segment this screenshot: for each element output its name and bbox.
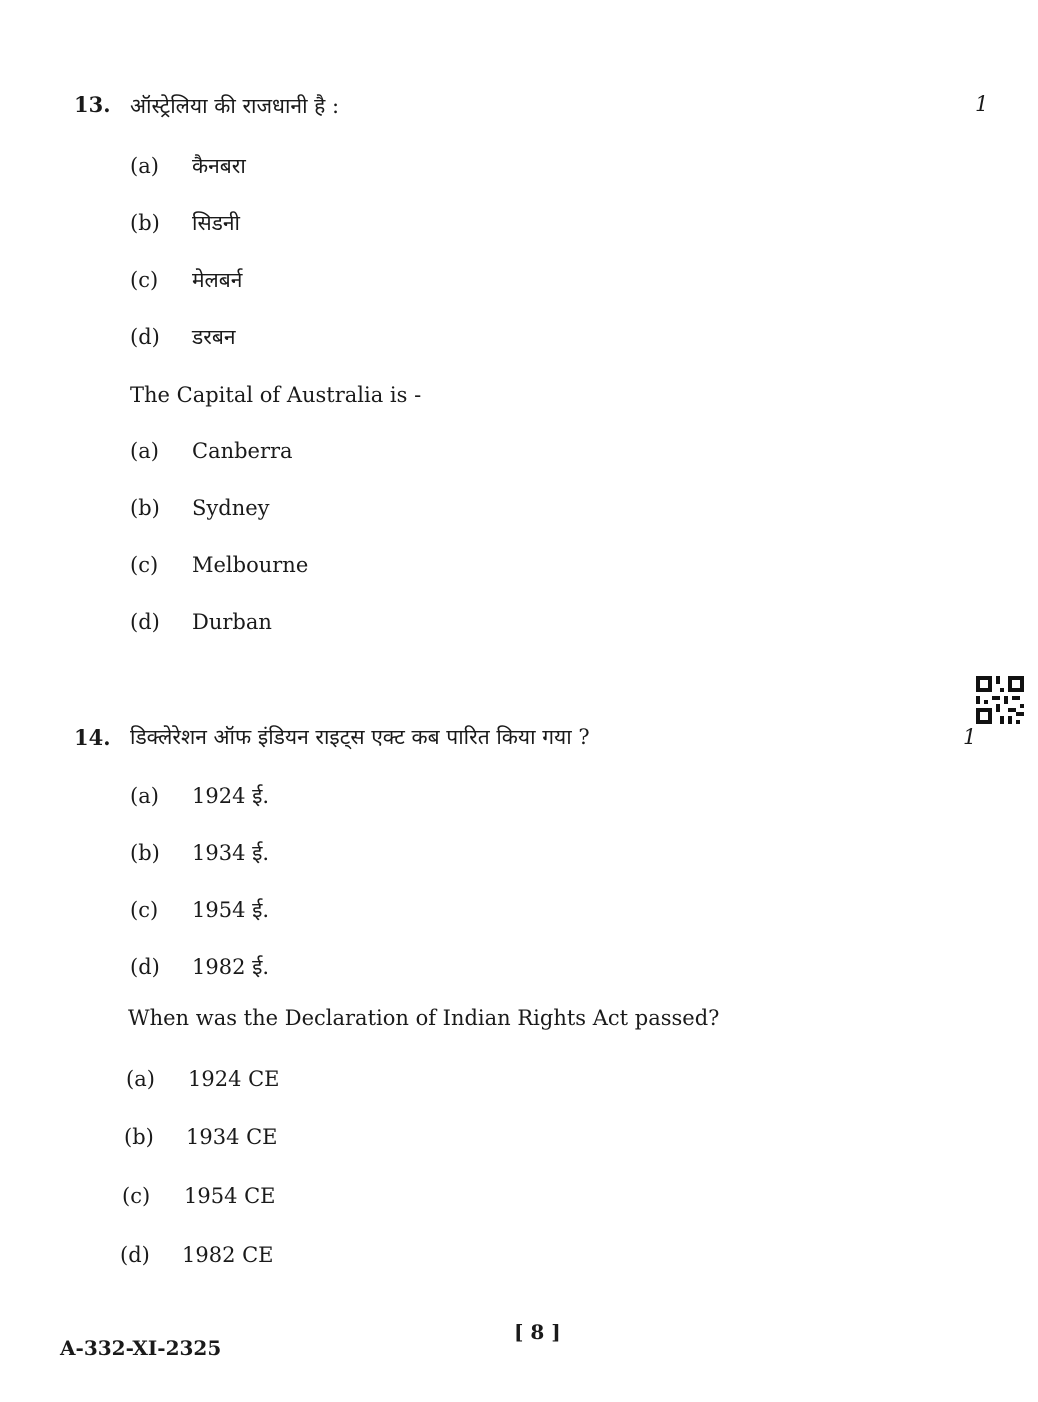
qr-code-icon bbox=[976, 676, 1024, 724]
option-hindi-c bbox=[130, 266, 242, 294]
question-text-hindi: ऑस्ट्रेलिया की राजधानी है : bbox=[130, 94, 340, 118]
question-marks: 1 bbox=[975, 92, 989, 116]
option-label: (d) bbox=[120, 1243, 150, 1267]
option-english-b bbox=[124, 1125, 278, 1149]
option-english-c bbox=[130, 553, 308, 577]
option-hindi-a bbox=[130, 152, 246, 180]
option-text: 1934 CE bbox=[186, 1125, 278, 1149]
question-text-english: The Capital of Australia is - bbox=[130, 383, 422, 407]
option-hindi-a bbox=[130, 782, 269, 810]
option-text: 1924 ई. bbox=[192, 784, 270, 808]
option-label: (d) bbox=[130, 955, 160, 979]
option-label: (b) bbox=[130, 211, 160, 235]
option-label: (c) bbox=[130, 898, 159, 922]
option-label: (a) bbox=[130, 154, 159, 178]
option-text: 1954 CE bbox=[184, 1184, 276, 1208]
option-english-c bbox=[122, 1184, 276, 1208]
option-text: सिडनी bbox=[192, 211, 240, 235]
option-english-a bbox=[130, 439, 293, 463]
option-label: (a) bbox=[130, 439, 159, 463]
option-hindi-d bbox=[130, 953, 269, 981]
option-text: Durban bbox=[192, 610, 272, 634]
option-hindi-b bbox=[130, 209, 240, 237]
option-text: 1924 CE bbox=[188, 1067, 280, 1091]
option-label: (c) bbox=[130, 553, 159, 577]
option-label: (c) bbox=[130, 268, 159, 292]
question-text-hindi: डिक्लेरेशन ऑफ इंडियन राइट्स एक्ट कब पारित किया गया ? bbox=[130, 725, 590, 749]
option-english-d bbox=[130, 610, 272, 634]
option-text: Melbourne bbox=[192, 553, 309, 577]
option-english-d bbox=[120, 1243, 274, 1267]
option-label: (a) bbox=[126, 1067, 155, 1091]
option-label: (d) bbox=[130, 325, 160, 349]
option-label: (b) bbox=[124, 1125, 154, 1149]
option-label: (b) bbox=[130, 496, 160, 520]
option-hindi-b bbox=[130, 839, 269, 867]
option-english-b bbox=[130, 496, 270, 520]
question-marks: 1 bbox=[963, 725, 977, 749]
option-label: (b) bbox=[130, 841, 160, 865]
question-number: 14. bbox=[74, 725, 111, 750]
option-hindi-c bbox=[130, 896, 269, 924]
option-text: डरबन bbox=[192, 325, 236, 349]
option-text: 1982 CE bbox=[182, 1243, 274, 1267]
option-english-a bbox=[126, 1067, 280, 1091]
option-text: 1982 ई. bbox=[192, 955, 270, 979]
option-text: कैनबरा bbox=[192, 154, 246, 178]
option-text: Sydney bbox=[192, 496, 270, 520]
option-hindi-d bbox=[130, 323, 235, 351]
question-text-english: When was the Declaration of Indian Rights Act passed? bbox=[128, 1006, 720, 1030]
paper-code: A-332-XI-2325 bbox=[60, 1336, 222, 1360]
option-text: Canberra bbox=[192, 439, 293, 463]
option-text: मेलबर्न bbox=[192, 268, 243, 292]
option-label: (a) bbox=[130, 784, 159, 808]
option-label: (d) bbox=[130, 610, 160, 634]
option-label: (c) bbox=[122, 1184, 151, 1208]
question-number: 13. bbox=[74, 92, 111, 117]
page-number: [ 8 ] bbox=[514, 1320, 561, 1344]
option-text: 1954 ई. bbox=[192, 898, 270, 922]
option-text: 1934 ई. bbox=[192, 841, 270, 865]
